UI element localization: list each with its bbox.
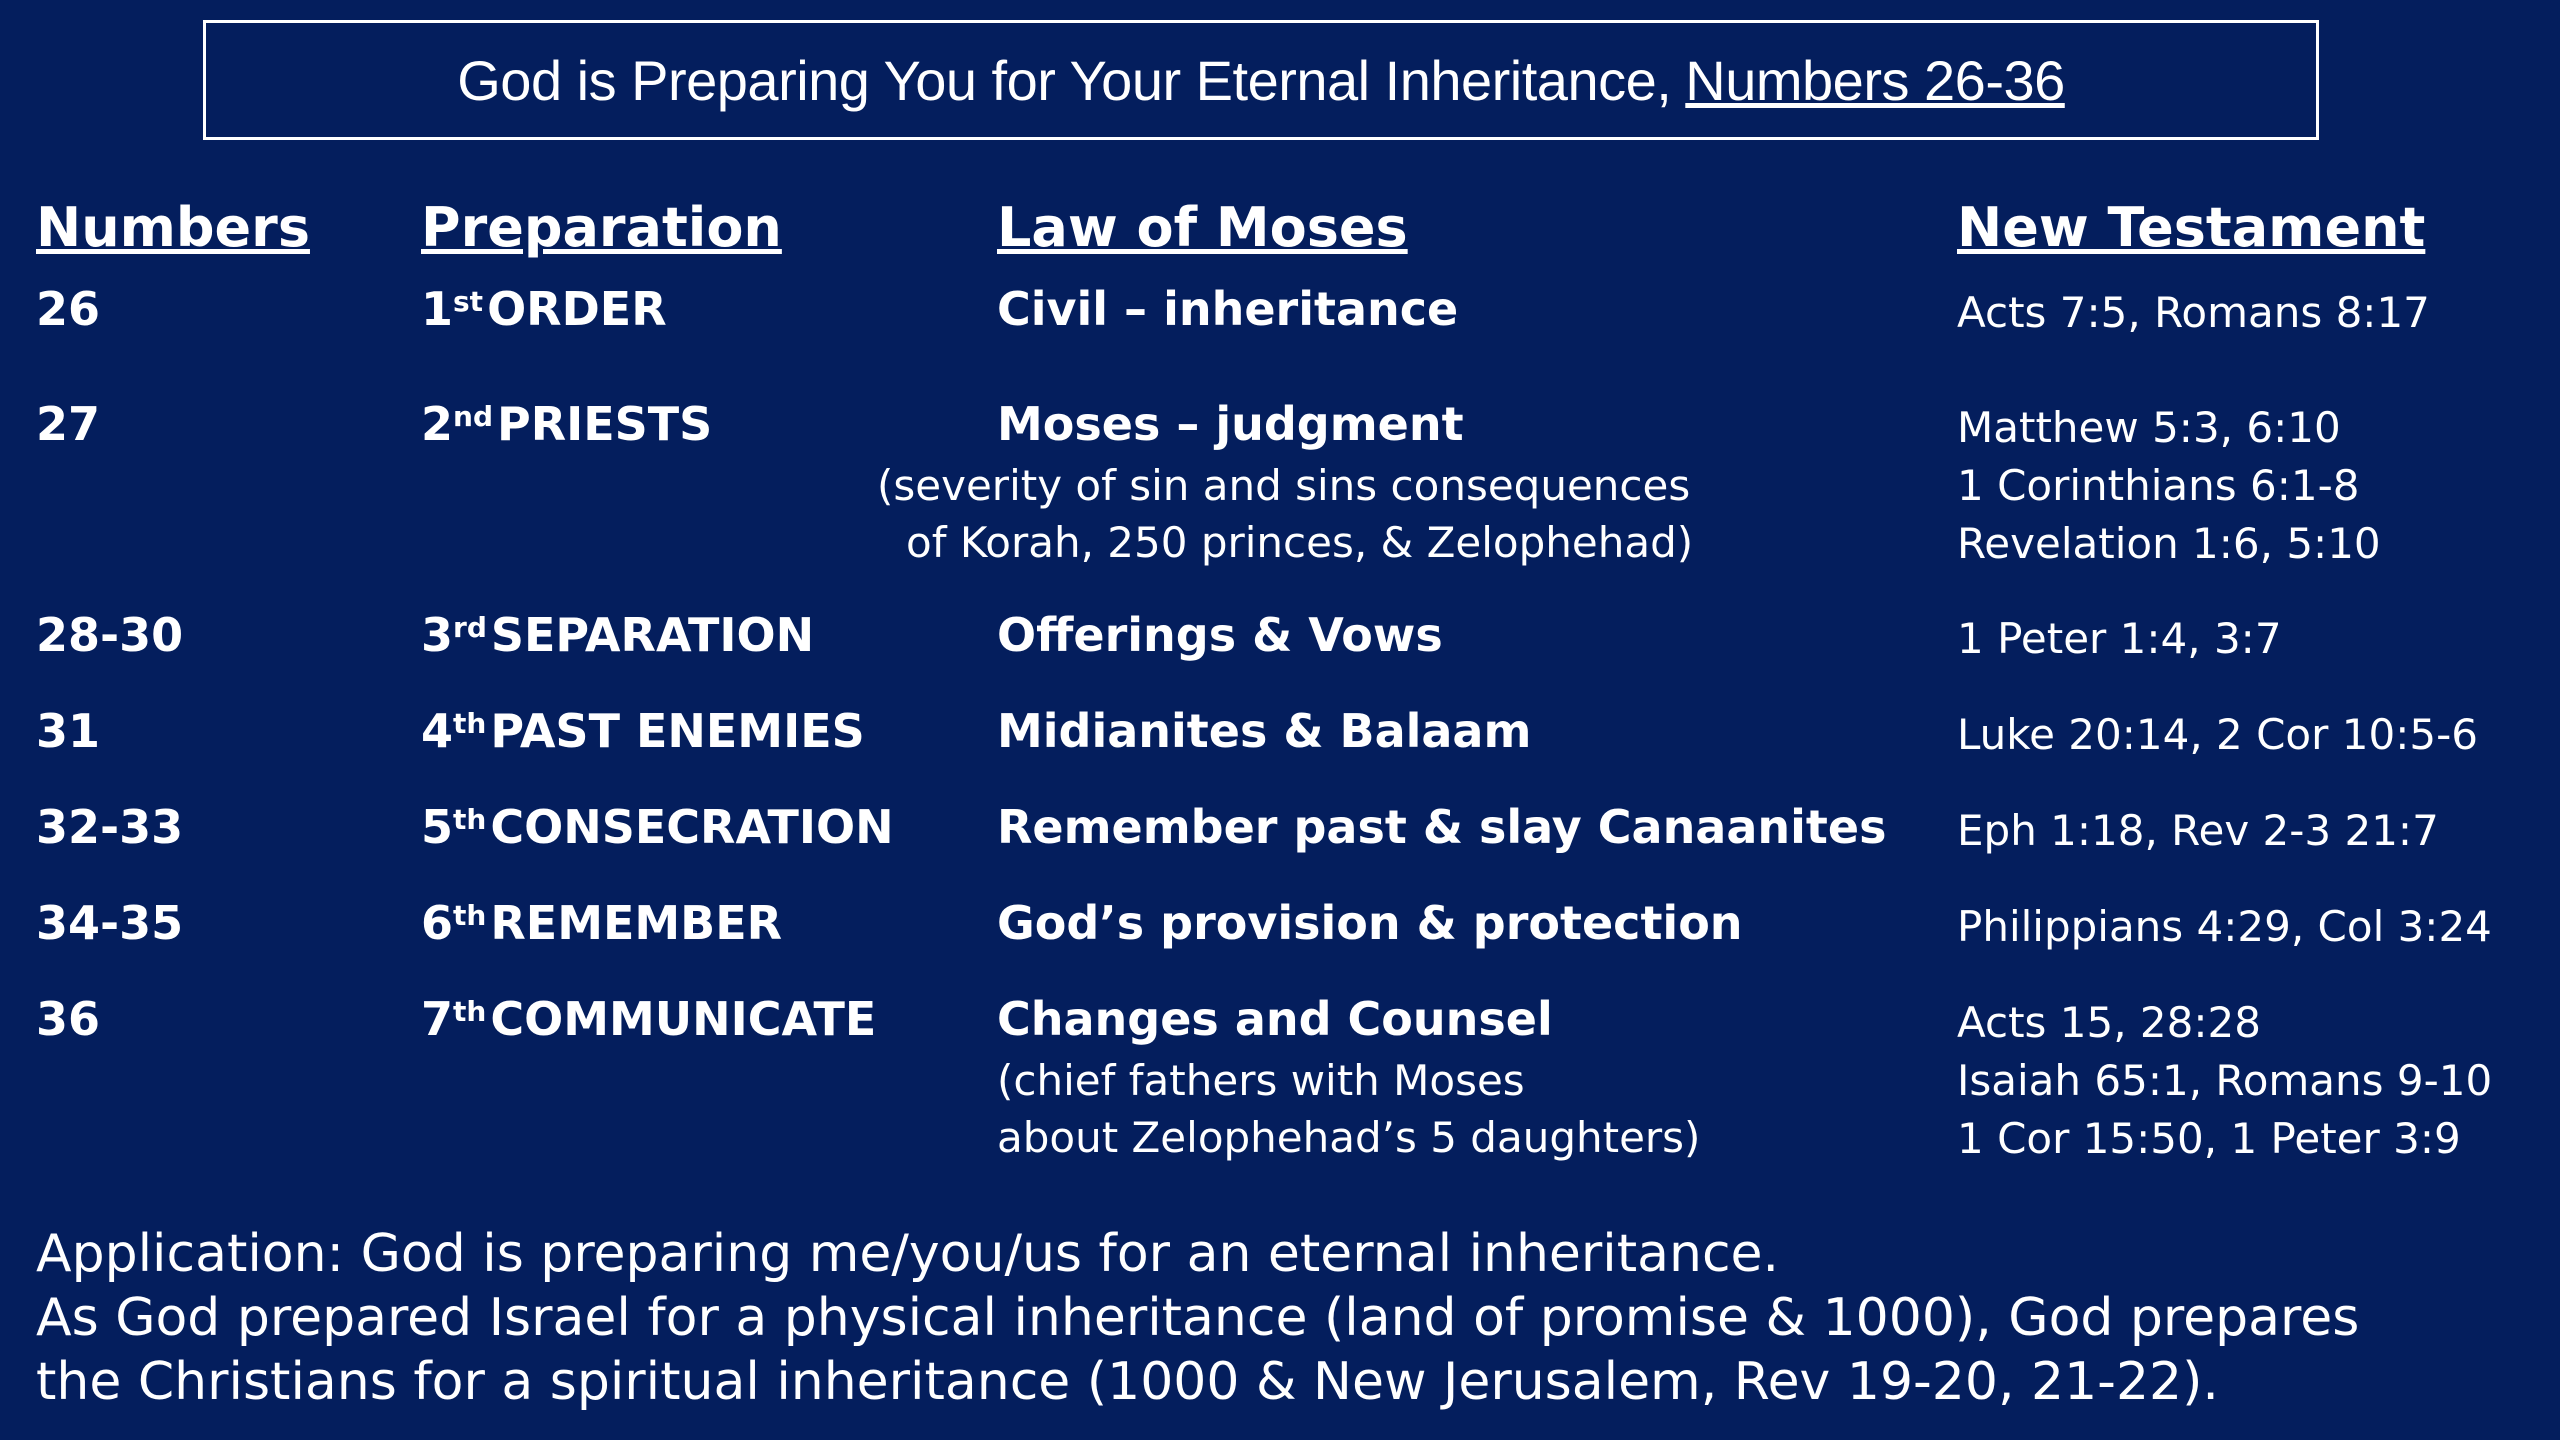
row-numbers: 31 bbox=[36, 704, 101, 758]
row-numbers: 32-33 bbox=[36, 800, 184, 854]
law-note: (chief fathers with Moses bbox=[997, 1056, 1525, 1105]
row-new-testament bbox=[1957, 399, 2381, 573]
row-preparation bbox=[421, 397, 712, 451]
ordinal-number: 2 bbox=[421, 397, 454, 451]
row-numbers: 26 bbox=[36, 282, 101, 336]
preparation-label: CONSECRATION bbox=[490, 800, 894, 854]
preparation-label: PRIESTS bbox=[497, 397, 713, 451]
preparation-label: SEPARATION bbox=[490, 608, 815, 662]
ordinal-number: 5 bbox=[421, 800, 454, 854]
row-preparation bbox=[421, 704, 865, 758]
row-new-testament bbox=[1957, 706, 2478, 764]
ordinal-number: 3 bbox=[421, 608, 454, 662]
nt-reference: Philippians 4:29, Col 3:24 bbox=[1957, 902, 2492, 951]
row-preparation bbox=[421, 282, 667, 336]
preparation-label: ORDER bbox=[487, 282, 667, 336]
ordinal-suffix: nd bbox=[453, 400, 493, 433]
slide-title bbox=[203, 20, 2319, 140]
preparation-label: PAST ENEMIES bbox=[490, 704, 865, 758]
application-line: As God prepared Israel for a physical inheritance (land of promise & 1000), God prepares bbox=[36, 1288, 2360, 1348]
ordinal-suffix: st bbox=[453, 285, 484, 318]
nt-reference: Revelation 1:6, 5:10 bbox=[1957, 519, 2381, 568]
nt-reference: Isaiah 65:1, Romans 9-10 bbox=[1957, 1056, 2493, 1105]
ordinal-number: 6 bbox=[421, 896, 454, 950]
nt-reference: Matthew 5:3, 6:10 bbox=[1957, 403, 2341, 452]
nt-reference: 1 Cor 15:50, 1 Peter 3:9 bbox=[1957, 1114, 2461, 1163]
ordinal-number: 7 bbox=[421, 992, 454, 1046]
title-reference: Numbers 26-36 bbox=[1685, 48, 2065, 112]
ordinal-suffix: rd bbox=[453, 611, 487, 644]
law-note: (severity of sin and sins consequences bbox=[877, 461, 1691, 510]
nt-reference: Acts 7:5, Romans 8:17 bbox=[1957, 288, 2430, 337]
row-numbers: 36 bbox=[36, 992, 101, 1046]
application-line: Application: God is preparing me/you/us for an eternal inheritance. bbox=[36, 1224, 1780, 1284]
header-preparation: Preparation bbox=[421, 196, 782, 259]
application-line: the Christians for a spiritual inheritance (1000 & New Jerusalem, Rev 19-20, 21-22). bbox=[36, 1352, 2219, 1412]
header-numbers: Numbers bbox=[36, 196, 310, 259]
row-preparation bbox=[421, 896, 782, 950]
preparation-label: COMMUNICATE bbox=[490, 992, 877, 1046]
ordinal-number: 1 bbox=[421, 282, 454, 336]
title-text: God is Preparing You for Your Eternal Inheritance, bbox=[457, 48, 1672, 112]
row-numbers: 27 bbox=[36, 397, 101, 451]
row-new-testament bbox=[1957, 994, 2492, 1168]
law-note: about Zelophehad’s 5 daughters) bbox=[997, 1113, 1701, 1162]
row-law-of-moses: Midianites & Balaam bbox=[997, 704, 1532, 758]
preparation-label: REMEMBER bbox=[490, 896, 783, 950]
row-preparation bbox=[421, 608, 814, 662]
law-note: of Korah, 250 princes, & Zelophehad) bbox=[906, 518, 1694, 567]
row-preparation bbox=[421, 800, 894, 854]
application-text bbox=[36, 1222, 2359, 1414]
row-law-of-moses: Civil – inheritance bbox=[997, 282, 1459, 336]
ordinal-suffix: th bbox=[453, 803, 487, 836]
header-new-testament: New Testament bbox=[1957, 196, 2426, 259]
row-law-of-moses: Offerings & Vows bbox=[997, 608, 1443, 662]
row-new-testament bbox=[1957, 610, 2282, 668]
row-new-testament bbox=[1957, 284, 2430, 342]
row-law-of-moses: Moses – judgment bbox=[997, 397, 1464, 451]
header-law-of-moses: Law of Moses bbox=[997, 196, 1408, 259]
row-numbers: 34-35 bbox=[36, 896, 184, 950]
row-new-testament bbox=[1957, 898, 2492, 956]
nt-reference: Acts 15, 28:28 bbox=[1957, 998, 2261, 1047]
row-preparation bbox=[421, 992, 876, 1046]
nt-reference: Eph 1:18, Rev 2-3 21:7 bbox=[1957, 806, 2439, 855]
row-numbers: 28-30 bbox=[36, 608, 184, 662]
row-law-of-moses: God’s provision & protection bbox=[997, 896, 1743, 950]
nt-reference: 1 Peter 1:4, 3:7 bbox=[1957, 614, 2282, 663]
nt-reference: Luke 20:14, 2 Cor 10:5-6 bbox=[1957, 710, 2478, 759]
ordinal-number: 4 bbox=[421, 704, 454, 758]
row-law-of-moses: Remember past & slay Canaanites bbox=[997, 800, 1887, 854]
nt-reference: 1 Corinthians 6:1-8 bbox=[1957, 461, 2360, 510]
row-new-testament bbox=[1957, 802, 2439, 860]
row-law-of-moses: Changes and Counsel bbox=[997, 992, 1553, 1046]
ordinal-suffix: th bbox=[453, 899, 487, 932]
ordinal-suffix: th bbox=[453, 707, 487, 740]
ordinal-suffix: th bbox=[453, 995, 487, 1028]
